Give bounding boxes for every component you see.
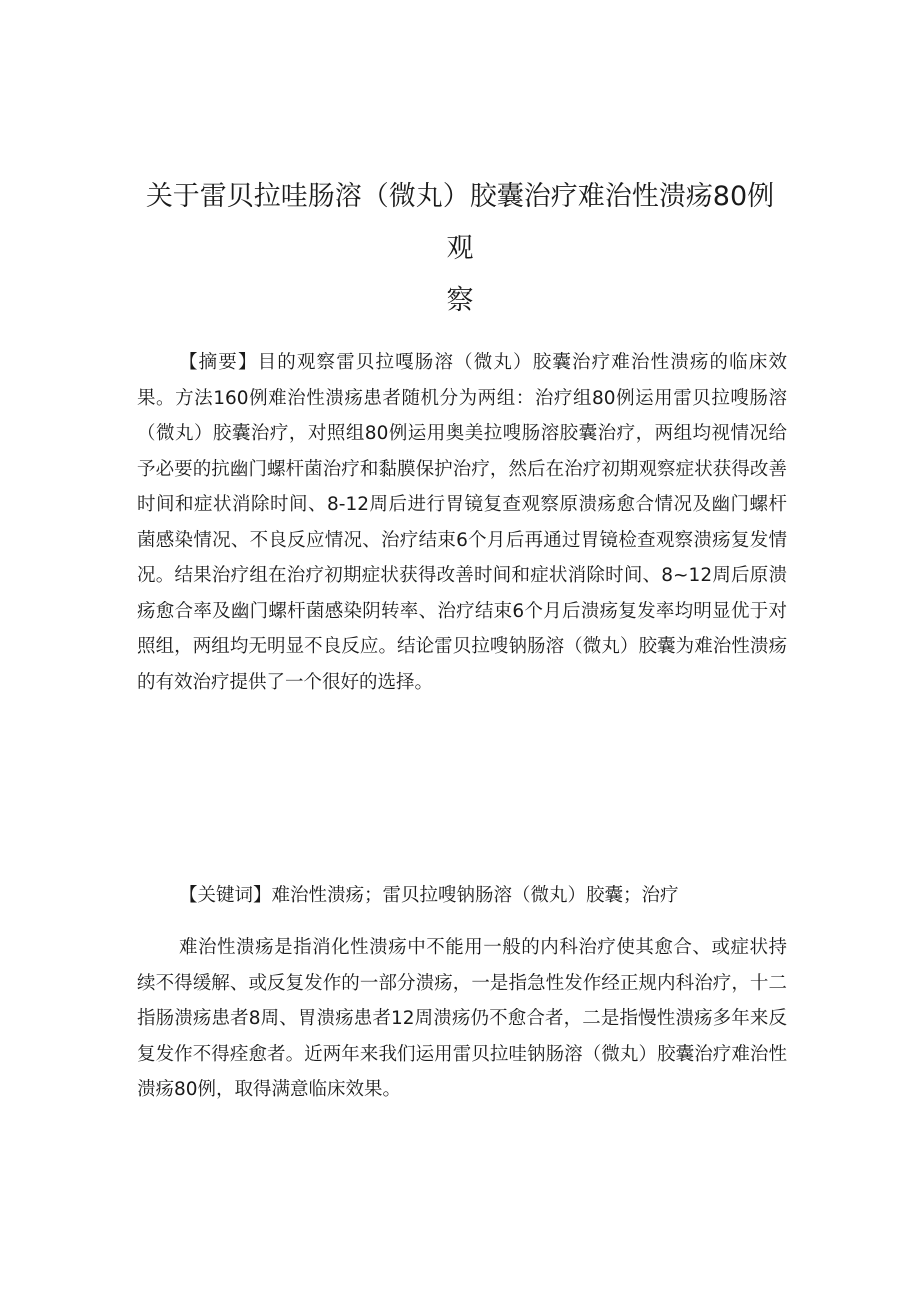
title-line-3: 察 <box>446 285 474 316</box>
abstract-label: 【摘要】 <box>179 352 258 373</box>
abstract-paragraph <box>137 345 787 700</box>
intro-paragraph: 难治性溃疡是指消化性溃疡中不能用一般的内科治疗使其愈合、或症状持续不得缓解、或反复发作的一部分溃疡，一是指急性发作经正规内科治疗，十二指肠溃疡患者8周、胃溃疡患者12周溃疡仍不愈合者，二是指慢性溃疡多年来反复发作不得痊愈者。近两年来我们运用雷贝拉哇钠肠溶（微丸）胶囊治疗难治性溃疡80例，取得满意临床效果。 <box>137 937 787 1100</box>
title-line-2: 观 <box>446 233 474 264</box>
keywords-text: 难治性溃疡；雷贝拉嗖钠肠溶（微丸）胶囊；治疗 <box>271 885 679 906</box>
keywords-paragraph <box>137 878 787 914</box>
abstract-text: 目的观察雷贝拉嘎肠溶（微丸）胶囊治疗难治性溃疡的临床效果。方法160例难治性溃疡患者随机分为两组：治疗组80例运用雷贝拉嗖肠溶（微丸）胶囊治疗，对照组80例运用奥美拉嗖肠溶胶囊治疗，两组均视情况给予必要的抗幽门螺杆菌治疗和黏膜保护治疗，然后在治疗初期观察症状获得改善时间和症状消除时间、8-12周后进行胃镜复查观察原溃疡愈合情况及幽门螺杆菌感染情况、不良反应情况、治疗结束6个月后再通过胃镜检查观察溃疡复发情况。结果治疗组在治疗初期症状获得改善时间和症状消除时间、8~12周后原溃疡愈合率及幽门螺杆菌感染阴转率、治疗结束6个月后溃疡复发率均明显优于对照组，两组均无明显不良反应。结论雷贝拉嗖钠肠溶（微丸）胶囊为难治性溃疡的有效治疗提供了一个很好的选择。 <box>137 352 787 693</box>
keywords-label: 【关键词】 <box>179 885 272 906</box>
title-line-1: 关于雷贝拉哇肠溶（微丸）胶囊治疗难治性溃疡80例 <box>145 181 775 212</box>
